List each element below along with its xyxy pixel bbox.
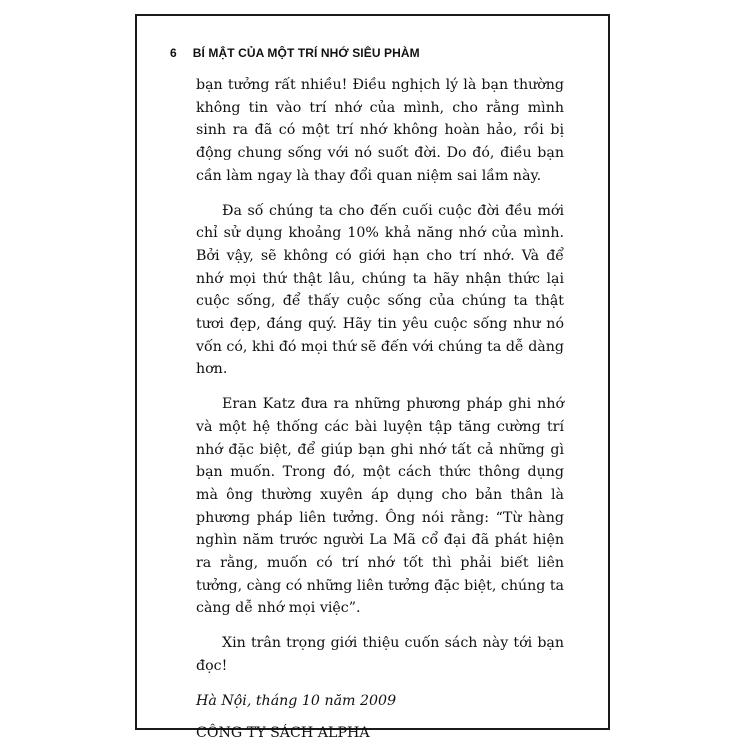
company-signature: CÔNG TY SÁCH ALPHA <box>196 725 370 742</box>
running-header <box>170 46 420 60</box>
running-title: BÍ MẬT CỦA MỘT TRÍ NHỚ SIÊU PHÀM <box>192 46 420 60</box>
paragraph-2: Đa số chúng ta cho đến cuối cuộc đời đều mới chỉ sử dụng khoảng 10% khả năng nhớ của mình. Bởi vậy, sẽ không có giới hạn cho trí nhớ. Và để nhớ mọi thứ thật lâu, chúng ta hãy nhận thức lại cuộc sống, để thấy cuộc sống của chúng ta thật tươi đẹp, đáng quý. Hãy tin yêu cuộc sống như nó vốn có, khi đó mọi thứ sẽ đến với chúng ta dễ dàng hơn. <box>196 202 564 378</box>
paragraph-1: bạn tưởng rất nhiều! Điều nghịch lý là bạn thường không tin vào trí nhớ của mình, cho rằng mình sinh ra đã có một trí nhớ không hoàn hảo, rồi bị động chung sống với nó suốt đời. Do đó, điều bạn cần làm ngay là thay đổi quan niệm sai lầm này. <box>196 77 564 184</box>
page-number: 6 <box>170 46 177 60</box>
body-text <box>196 74 564 745</box>
paragraph-4: Xin trân trọng giới thiệu cuốn sách này tới bạn đọc! <box>196 635 564 674</box>
place-date: Hà Nội, tháng 10 năm 2009 <box>196 692 397 709</box>
paragraph-3: Eran Katz đưa ra những phương pháp ghi nhớ và một hệ thống các bài luyện tập tăng cường trí nhớ đặc biệt, để giúp bạn ghi nhớ tất cả những gì bạn muốn. Trong đó, một cách thức thông dụng mà ông thường xuyên áp dụng cho bản thân là phương pháp liên tưởng. Ông nói rằng: “Từ hàng nghìn năm trước người La Mã cổ đại đã phát hiện ra rằng, muốn có trí nhớ tốt thì phải biết liên tưởng, càng có những liên tưởng đặc biệt, chúng ta càng dễ nhớ mọi việc”. <box>196 396 564 617</box>
